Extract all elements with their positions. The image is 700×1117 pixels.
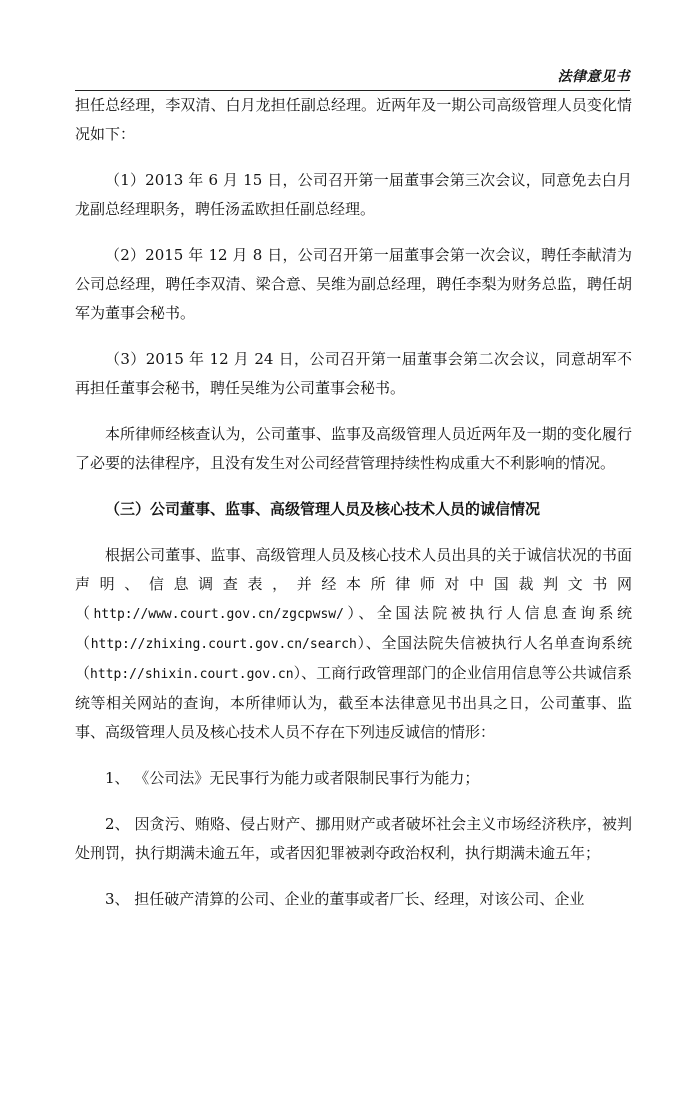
court-url-link[interactable]: http://www.court.gov.cn/zgcpwsw/ [93,607,344,622]
list-item: 3、 担任破产清算的公司、企业的董事或者厂长、经理，对该公司、企业 [105,890,585,908]
paragraph-conclusion: 本所律师经核查认为，公司董事、监事及高级管理人员近两年及一期的变化履行了必要的法律程序，且没有发生对公司经营管理持续性构成重大不利影响的情况。 [75,425,632,472]
paragraph-continuation: 担任总经理，李双清、白月龙担任副总经理。近两年及一期公司高级管理人员变化情况如下： [75,96,632,143]
document-body [75,91,632,931]
list-item: 2、 因贪污、贿赂、侵占财产、挪用财产或者破坏社会主义市场经济秩序，被判处刑罚，执行期满未逾五年，或者因犯罪被剥夺政治权利，执行期满未逾五年； [75,815,632,862]
integrity-text-3: ）、全国法院失信被执行人名单查询系统（ [75,634,632,682]
section-heading: （三）公司董事、监事、高级管理人员及核心技术人员的诚信情况 [105,500,541,518]
zhixing-url-link[interactable]: http://zhixing.court.gov.cn/search [90,637,357,652]
paragraph-change-2: （2）2015 年 12 月 8 日，公司召开第一届董事会第一次会议，聘任李献清为公司总经理，聘任李双清、梁合意、吴维为副总经理，聘任李梨为财务总监，聘任胡军为董事会秘书。 [75,246,632,322]
paragraph-integrity [75,541,632,747]
document-header-title: 法律意见书 [557,69,630,85]
integrity-text-4: ）、工商行政管理部门的企业信用信息等公共诚信系统等相关网站的查询，本所律师认为，截至本法律意见书出具之日，公司董事、监事、高级管理人员及核心技术人员不存在下列违反诚信的情形： [75,664,632,741]
shixin-url-link[interactable]: http://shixin.court.gov.cn [90,667,294,682]
integrity-text-2: ）、全国法院被执行人信息查询系统（ [75,604,632,652]
paragraph-change-3: （3）2015 年 12 月 24 日，公司召开第一届董事会第二次会议，同意胡军不再担任董事会秘书，聘任吴维为公司董事会秘书。 [75,350,632,397]
list-item: 1、 《公司法》无民事行为能力或者限制民事行为能力； [105,769,480,787]
paragraph-change-1: （1）2013 年 6 月 15 日，公司召开第一届董事会第三次会议，同意免去白月龙副总经理职务，聘任汤孟欧担任副总经理。 [75,171,632,218]
integrity-text-1: 根据公司董事、监事、高级管理人员及核心技术人员出具的关于诚信状况的书面声明、信息调查表，并经本所律师对中国裁判文书网（ [75,546,632,622]
